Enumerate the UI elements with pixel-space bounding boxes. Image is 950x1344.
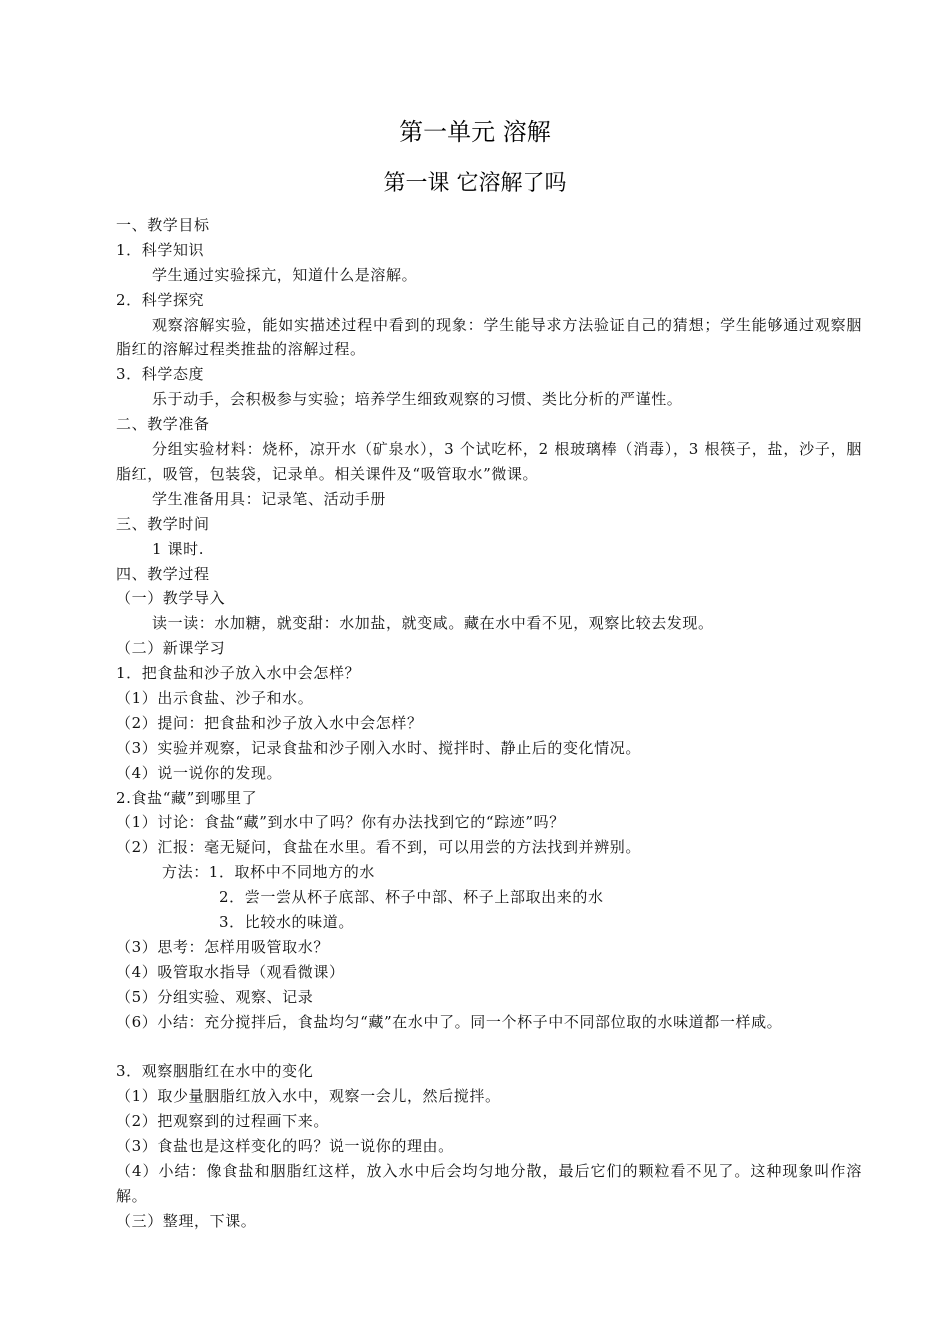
text-line: 1 课时. xyxy=(152,539,205,558)
text-line: （2）汇报：毫无疑问，食盐在水里。看不到，可以用尝的方法找到并辨别。 xyxy=(116,838,641,857)
text-line: （3）思考：怎样用吸管取水？ xyxy=(116,937,329,956)
unit-title: 第一单元 溶解 xyxy=(399,118,551,146)
text-line: （6）小结：充分搅拌后，食盐均匀“藏”在水中了。同一个杯子中不同部位取的水味道都一样咸。 xyxy=(116,1012,783,1031)
text-line: 2.食盐“藏”到哪里了 xyxy=(116,788,258,807)
text-line: 学生通过实验採亢，知道什么是溶解。 xyxy=(152,265,418,284)
text-line: （1）出示食盐、沙子和水。 xyxy=(116,688,314,707)
lesson-plan-body xyxy=(116,213,862,1234)
text-line: 学生准备用具：记录笔、活动手册 xyxy=(152,489,387,508)
text-line: （2）把观察到的过程画下来。 xyxy=(116,1112,329,1131)
text-line: 四、教学过程 xyxy=(116,564,210,583)
text-line: （2）提问：把食盐和沙子放入水中会怎样？ xyxy=(116,713,423,732)
text-line: （3）食盐也是这样变化的吗？说一说你的理由。 xyxy=(116,1137,454,1155)
text-line: 乐于动手，会积极参与实验；培养学生细致观察的习惯、类比分析的严谨性。 xyxy=(152,390,683,409)
text-line: （4）吸管取水指导（观看微课） xyxy=(116,962,345,981)
text-line: 3．观察胭脂红在水中的变化 xyxy=(116,1062,314,1081)
text-line: 2．科学探究 xyxy=(116,290,205,309)
text-line: （1）取少量胭脂红放入水中，观察一会儿，然后搅拌。 xyxy=(116,1087,501,1106)
text-line: （一）教学导入 xyxy=(116,589,226,608)
text-line: （三）整理，下课。 xyxy=(116,1211,257,1230)
text-line: （4）说一说你的发现。 xyxy=(116,763,283,782)
lesson-title: 第一课 它溶解了吗 xyxy=(383,171,567,196)
text-line: 二、教学准备 xyxy=(116,415,210,434)
text-line: （5）分组实验、观察、记录 xyxy=(116,987,314,1006)
text-line: （4）小结：像食盐和胭脂红这样，放入水中后会均匀地分散，最后它们的颗粒看不见了。这种现象叫作溶解。 xyxy=(116,1161,862,1205)
text-line: 一、教学目标 xyxy=(116,216,210,234)
text-line: 方法：1．取杯中不同地方的水 xyxy=(162,863,375,882)
text-line: （二）新课学习 xyxy=(116,639,226,658)
text-line: 分组实验材料：烧杯，凉开水（矿泉水），3 个试吃杯，2 根玻璃棒（消毒），3 根筷子，盐，沙子，胭脂红，吸管，包装袋，记录单。相关课件及“吸管取水”微课。 xyxy=(116,440,862,483)
text-line: 2．尝一尝从杯子底部、杯子中部、杯子上部取出来的水 xyxy=(219,888,604,907)
text-line: 3．比较水的味道。 xyxy=(219,912,354,931)
text-line: 1．科学知识 xyxy=(116,240,205,259)
text-line: （3）实验并观察，记录食盐和沙子刚入水时、搅拌时、静止后的变化情况。 xyxy=(116,738,641,757)
text-line: 三、教学时间 xyxy=(116,514,210,533)
text-line: 读一读：水加糖，就变甜：水加盐，就变咸。藏在水中看不见，观察比较去发现。 xyxy=(152,614,714,633)
text-line: 观察溶解实验，能如实描述过程中看到的现象：学生能导求方法验证自己的猜想；学生能够通过观察胭脂红的溶解过程类推盐的溶解过程。 xyxy=(116,315,862,359)
text-line: （1）讨论：食盐“藏”到水中了吗？你有办法找到它的“踪迹”吗？ xyxy=(116,813,565,832)
text-line: 1．把食盐和沙子放入水中会怎样？ xyxy=(116,664,361,683)
text-line: 3．科学态度 xyxy=(116,365,205,384)
